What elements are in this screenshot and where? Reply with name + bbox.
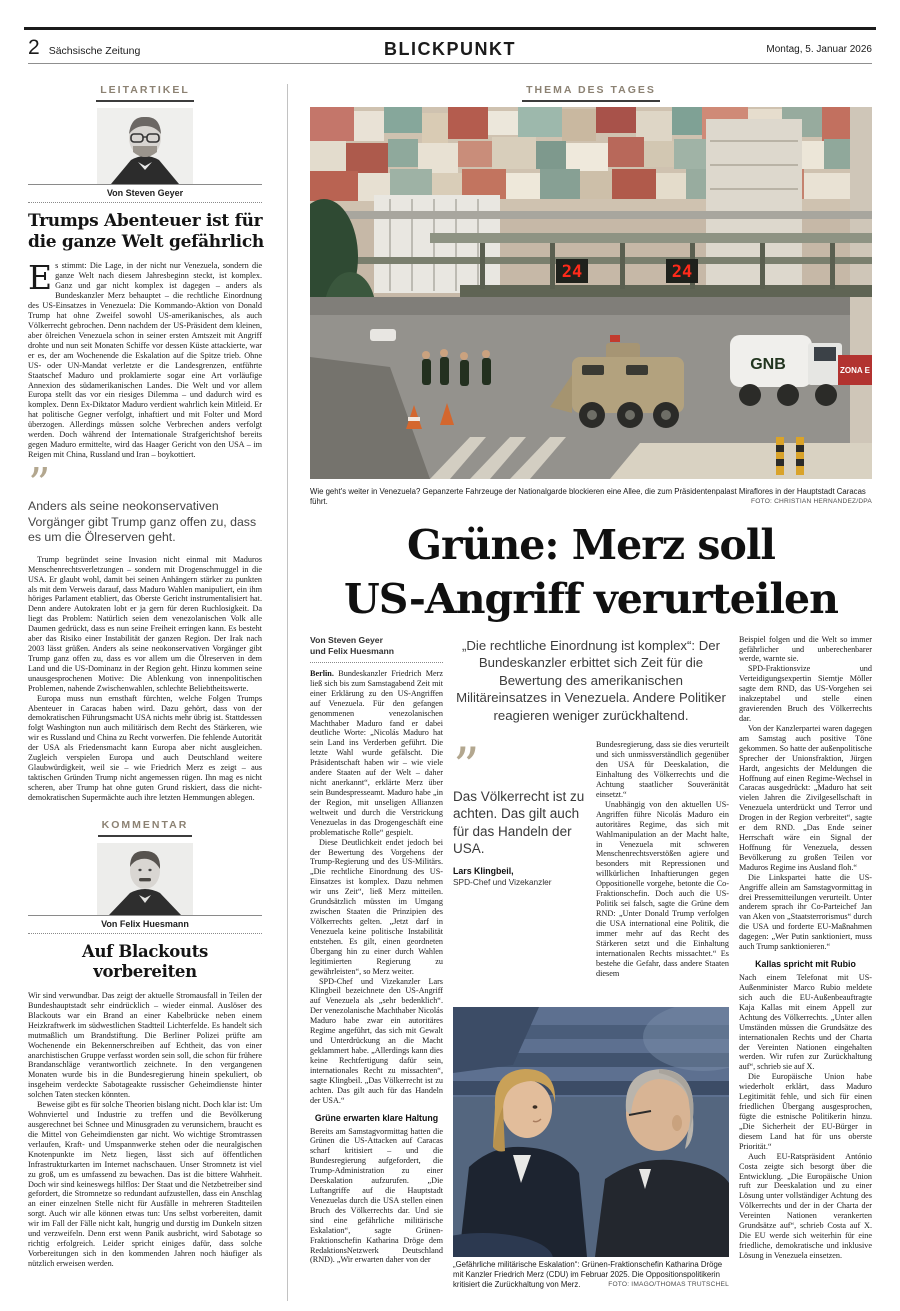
date: Montag, 5. Januar 2026 <box>766 44 872 55</box>
body-paragraph: Berlin. Bundeskanzler Friedrich Merz ließ sich bis zum Samstagabend Zeit mit einer Erklärung zu den US-Angriffen auf Venezuela. Für den gefangen genommenen venezolanischen Machthaber Maduro fand er dabei deutliche Worte: „Nicolás Maduro hat sein Land ins Verderben geführt. Die letzte Wahl wurde gefälscht. Die Präsidentschaft haben wir – wie viele andere Staaten auf der Welt – daher nicht anerkannt“, erklärte Merz über sein Bundespresseamt. Maduro habe „in der Region, mit unseligen Allianzen weltweit und durch die Verstrickung Venezuelas in das Drogengeschäft eine problematische Rolle“ gespielt. <box>310 668 443 837</box>
droege-merz-photo <box>453 1007 729 1257</box>
author-portrait-geyer <box>97 108 193 184</box>
body-paragraph: SPD-Chef und Vizekanzler Lars Klingbeil bezeichnete den US-Angriff auf Venezuela als „sehr bedenklich“. Der venezolanische Machthaber Nicolás Maduro habe zwar ein autoritäres Regime angeführt, das sich mit Gewalt und Unterdrückung an die Macht geklammert habe. „Allerdings kann dies keine Rechtfertigung dafür sein, internationales Recht zu missachten“, sagte Klingbeil. „Das Völkerrecht ist zu achten. Das gilt auch für das Handeln der USA.“ <box>310 976 443 1105</box>
body-paragraph: Diese Deutlichkeit endet jedoch bei der Bewertung des Vorgehens der Trump-Regierung und des US-Militärs. „Die rechtliche Einordnung des US-Einsatzes ist komplex. Dazu nehmen wir uns Zeit“, ließ Merz mitteilen. Grundsätzlich müssten im Umgang zwischen Staaten die Prinzipien des Völkerrechts gelten. „Jetzt darf in Venezuela keine politische Instabilität entstehen. Es gilt, einen geordneten Übergang hin zu einer durch Wahlen legitimierten Regierung zu gewährleisten“, so Merz weiter. <box>310 837 443 976</box>
article-column-1 <box>310 635 443 1291</box>
article-column-3 <box>596 740 729 978</box>
body-paragraph: Beispiel folgen und die Welt so immer gefährlicher und unberechenbarer werde, warnte sie. <box>739 634 872 664</box>
leitartikel-headline: Trumps Abenteuer ist für die ganze Welt gefährlich <box>28 211 264 252</box>
thema-label-wrap <box>310 80 872 102</box>
pull-quote <box>28 458 262 546</box>
section-masthead: BLICKPUNKT <box>384 39 516 59</box>
top-black-bar <box>24 27 876 30</box>
zona-sign <box>838 355 872 385</box>
body-paragraph: Bundesregierung, dass sie dies verurteilt und sich unmissverständlich gegenüber den USA für Deeskalation, die Einhaltung des Völkerrechts und die Achtung staatlicher Souveränität einsetzt.“ <box>596 740 729 799</box>
dateline: Berlin. <box>310 668 334 678</box>
body-paragraph: Auch EU-Ratspräsident António Costa zeigte sich besorgt über die Entwicklung. „Die Europäische Union ruft zur Deeskalation und zu einer Lösung unter vollständiger Achtung des Völkerrechts und der in der Charta der Vereinten Nationen verankerten Grundsätze auf“, schrieb Costa auf X. Die EU werde sich weiterhin für eine friedliche, demokratische und inklusive Lösung in Venezuela einsetzen. <box>739 1151 872 1260</box>
photo2-credit: FOTO: IMAGO/THOMAS TRUTSCHEL <box>608 1281 729 1289</box>
article-column-4 <box>739 635 872 1291</box>
photo2-caption: „Gefährliche militärische Eskalation“: Grünen-Fraktionschefin Katharina Dröge mit Kanzler Friedrich Merz (CDU) im Februar 2025. Die Oppositionspolitikerin kritisiert die Zurückhaltung von Merz. FOTO: IMAGO/THOMAS TRUTSCHEL <box>453 1259 729 1290</box>
leitartikel-byline: Von Steven Geyer <box>106 188 184 198</box>
gnb-truck <box>730 335 842 406</box>
truck-label: GNB <box>750 356 786 373</box>
subhead-kallas: Kallas spricht mit Rubio <box>755 959 856 970</box>
led-sign-right: 24 <box>671 262 693 282</box>
newspaper-name: Sächsische Zeitung <box>48 45 141 57</box>
subhead-gruene: Grüne erwarten klare Haltung <box>314 1112 439 1123</box>
header-rule <box>28 63 872 64</box>
kommentar-byline: Von Felix Huesmann <box>101 918 189 929</box>
body-paragraph: Wir sind verwundbar. Das zeigt der aktuelle Stromausfall in Teilen der Bundeshauptstadt sehr eindrücklich – wieder einmal. Auslöser des Blackouts war ein Brand an einer Kabelbrücke neben einem Heizkraftwerk im südwestlichen Stadtteil Lichterfelde. Es handelt sich mutmaßlich um Brandstiftung. Die Berliner Polizei prüfte am Wochenende ein Bekennerschreiben auf Echtheit, das von einer anarchistischen Gruppe verfasst worden sein soll, die schon für frühere Brandanschläge verantwortlich zeichnete. In den vergangenen Monaten wurde bis in die Bundesregierung hinein spekuliert, ob insgeheim verdeckte Sabotageakte russischer Geheimdienste hinter solchen Taten stecken könnten. <box>28 991 262 1100</box>
kommentar-label-wrap <box>28 815 262 837</box>
body-paragraph: Die Europäische Union habe wiederholt erklärt, dass Maduro Legitimität fehle, und sich für einen friedlichen Übergang ausgesprochen, fügte die estnische Politikerin hinzu. „Die Sicherheit der EU-Bürger in diesem Land hat für uns oberste Priorität.“ <box>739 1072 872 1151</box>
drop-cap: E <box>28 258 53 298</box>
body-paragraph: SPD-Fraktionsvize und Verteidigungsexpertin Siemtje Möller sagte dem RND, das US-Vorgehen sei inakzeptabel und stelle einen gravierenden Bruch des Völkerrechts dar. <box>739 664 872 723</box>
quote-text: Das Völkerrecht ist zu achten. Das gilt auch für das Handeln der USA. <box>453 789 585 856</box>
bundestag-photo-block <box>453 1007 729 1291</box>
quote-attribution-name: Lars Klingbeil, <box>453 865 514 876</box>
zona-text: ZONA E <box>840 366 870 375</box>
thema-label: THEMA DES TAGES <box>522 84 660 102</box>
main-headline: Grüne: Merz soll US-Angriff verurteilen <box>344 520 838 624</box>
body-paragraph: Von der Kanzlerpartei waren dagegen am Samstag auch positive Töne gekommen. So hatte der außenpolitische Sprecher der Unionsfraktion, Jürgen Hardt, angesichts der Meldungen die Hoffnung auf einen Regime-Wechsel in Caracas ausgedrückt: „Maduro hat seit vielen Jahren die Zivilgesellschaft in Venezuela unterdrückt und Terror und Drogen in der Region verbreitet“, sagte er dem RND. „Das Ende seiner Herrschaft wäre ein Signal der Hoffnung für Venezuela, dessen Bevölkerung zu großen Teilen vor Maduros Regime ins Ausland floh.“ <box>739 723 873 872</box>
article-body <box>310 635 872 1291</box>
led-sign-left: 24 <box>561 262 583 282</box>
byline-dotted-rule <box>310 662 443 663</box>
kommentar-headline: Auf Blackouts vorbereiten <box>81 941 209 981</box>
article-deck: „Die rechtliche Einordnung ist komplex“: Der Bundeskanzler erbittet sich Zeit für die Bewertung des amerikanischen Militäreinsatzes in Venezuela. Andere Politiker reagieren weniger zurückhaltend. <box>456 637 726 723</box>
caracas-street-photo <box>310 107 872 479</box>
body-paragraph: Beweise gibt es für solche Theorien bislang nicht. Doch klar ist: Um Wohnviertel und Industrie zu treffen und die Bevölkerung ausgerechnet bei Schnee und Minusgraden zu verunsichern, braucht es die Mittel von Geheimdiensten gar nicht. Wo wichtige Stromtrassen verlaufen, Kraft- und Umspannwerke stehen oder die neuralgischen Knotenpunkte im Netz liegen, lässt sich auf öffentlichen Infrastrukturkarten im Internet nachschauen. Unser Stromnetz ist viel zu groß, um es umfassend zu bewachen. Das ist die bittere Wahrheit. Doch wir sind keineswegs hilflos: Der Staat und die Netzbetreiber sind gefordert, die Stromnetze so redundant aufzustellen, dass ein Anschlag an einer einzelnen Stelle nicht für Ausfälle in mehreren Stadtteilen sorgt. Auch wir alle können etwas tun: Uns selbst vorbereiten, damit wir im Fall der Fälle nicht kalt, hungrig und durstig im Dunkeln sitzen und verzweifeln. Denn erst wenn Panik ausbricht, wird Sabotage so richtig erfolgreich. Leider spricht einiges dafür, dass solche Vorbereitungen sich in den kommenden Jahren noch häufiger als nützlich erweisen werden. <box>28 1100 262 1268</box>
photo1-credit: FOTO: CHRISTIAN HERNANDEZ/DPA <box>751 498 872 506</box>
page-header <box>28 36 872 62</box>
opinion-column <box>28 80 262 1269</box>
kommentar-label: KOMMENTAR <box>98 819 193 837</box>
klingbeil-quote-block <box>453 740 586 978</box>
quote-attribution-role: SPD-Chef und Vizekanzler <box>453 876 552 887</box>
byline-dotted-rule <box>28 933 262 934</box>
author-portrait-huesmann <box>97 843 193 915</box>
body-paragraph: Bereits am Samstagvormittag hatten die Grünen die US-Attacken auf Caracas scharf kritisiert – und die Bundesregierung aufgefordert, die Trump-Administration zu einer Deeskalation aufzurufen. „Die Luftangriffe auf die Hauptstadt Venezuelas durch die USA stellen einen Bruch des Völkerrechts dar. Und sie sind eine gefährliche militärische Eskalation“, sagte Grünen-Fraktionschefin Katharina Dröge dem RedaktionsNetzwerk Deutschland (RND). „Wir erwarten daher von der <box>310 1126 443 1265</box>
thema-des-tages <box>310 80 872 1291</box>
page-number: 2 <box>28 36 40 59</box>
body-paragraph: Es stimmt: Die Lage, in der nicht nur Venezuela, sondern die ganze Welt nach diesem Jahresbeginn steckt, ist komplex. Ganz und gar nicht komplex ist dagegen – anders als Bundeskanzler Merz behauptet – die rechtliche Einordnung des US-Einsatzes in Venezuela: Die Kommando-Aktion von Donald Trump hat ohne Zweifel sowohl US-amerikanisches, als auch Völkerrecht gebrochen. Denn nachdem der US-Präsident dem kleinen, aber ölreichen Venezuela schon in seiner ersten Amtszeit mit Angriff drohte und nun seit Monaten Schiffe vor dessen Küste attackierte, war er es, der am Wochenende die Eskalation auf die Spitze trieb. Ohne US- oder UN-Mandat verletzte er die Landesgrenzen, entführte Staatschef Maduro und proklamierte sogar eine Art vorläufige Annexion des südamerikanischen Landes. Die Welt und vor allem Europa stellt das vor ein riesiges Dilemma – und dadurch wird es komplex. Denn Ex-Diktator Maduro verdient wahrlich kein Mitleid. Er hat politische Gegner verfolgt, inhaftiert und mit Folter und Mord überzogen. Allerdings müssen solche Verbrechen anders verfolgt werden. Doch während der Internationale Strafgerichtshof bereits gegen Maduro ermittelte, wird das Haager Gericht von den USA – im Reigen mit China, Russland und Iran – boykottiert. <box>28 258 262 459</box>
leitartikel-label-wrap <box>28 80 262 102</box>
body-paragraph: Trump begründet seine Invasion nicht einmal mit Maduros Menschenrechtsverletzungen – sondern mit Drogenschmuggel in die USA. Er glaubt wohl, damit bei seinen Anhängern stärker zu punkten als mit dem Verweis darauf, dass Maduro Wahlen manipuliert, ein ihm höriges Parlament etabliert, das Oberste Gericht instrumentalisiert hat. Denn andere Autokraten lobt er ja gern für deren Ruchlosigkeit. Da liegt das Problem: Natürlich seien dem venezolanischen Volk alle Daumen gedrückt, dass es nun seine Freiheit erringen kann. Es besteht aber das Risiko einer Instabilität der ganzen Region. Der Irak nach 2003 lässt grüßen. Anders als seine neokonservativen Vorgänger gibt Trump ganz offen zu, dass es vor allem um die Ölreserven in dem Land und die US-Dominanz in der Region geht. Hinzu kommen seine unausgesprochenen Motive: Die Ablenkung von innenpolitischen Problemen, nahende Zwischenwahlen, schlechte Beliebtheitswerte. <box>28 554 262 693</box>
column-divider <box>287 84 288 1301</box>
byline-dotted-rule <box>28 202 262 203</box>
body-paragraph: Unabhängig von den aktuellen US-Angriffen führe Nicolás Maduro ein autoritäres Regime, das sich mit Wahlmanipulation an der Macht halte, in Venezuela mit schweren Menschenrechtsverstößen agiere und besonders mit Repressionen und willkürlichen Inhaftierungen gegen Oppositionelle vorgehe, betonte die Co-Fraktionschefin. Doch auch die US-Politik sei falsch, sagte die Grüne dem RND: „Unter Donald Trump verfolgen die USA international eine Politik, die immer mehr auf das Recht des Stärkeren setzt und die Einhaltung internationalen Rechts missachtet.“ Es bestehe die Gefahr, dass andere Staaten diesem <box>596 799 729 978</box>
leitartikel-label: LEITARTIKEL <box>96 84 193 102</box>
quote-mark-icon: ” <box>28 458 51 510</box>
body-paragraph: Europa muss nun ernsthaft fürchten, welche Folgen Trumps Abenteuer in Caracas haben wird. Dazu gehört, dass von der demokratischen Führungsmacht USA nichts mehr übrig ist. Stattdessen folgt Washington nun auch militärisch dem Recht des Stärkeren, wie wir es Russland und China zu Recht vorwerfen. Die fehlende Autorität der USA als Friedensmacht kann Europa aber nicht ausgleichen. Zugleich verspielen Europa und auch Deutschland weitere Glaubwürdigkeit, weil sie – wie Friedrich Merz es zeigt – aus taktischen Gründen Trump nicht angemessen rügen. Ihn mag es nicht scheren, aber Trump hat ohne guten Grund riskiert, dass die nicht-demokratischen Supermächte auch ihre letzten Hemmungen ablegen. <box>28 693 262 802</box>
quote-mark-icon: ” <box>453 738 480 799</box>
article-byline: Von Steven Geyer und Felix Huesmann <box>310 634 395 656</box>
body-paragraph: Die Linkspartei hatte die US-Angriffe allein am Samstagvormittag in drei Pressemitteilungen verurteilt. Unter anderem sprach ihr Co-Parteichef Jan van Aken von „Staatsterrorismus“ durch die USA und forderte EU-Maßnahmen dagegen: „Wer Putin sanktioniert, muss auch Trump sanktionieren.“ <box>739 872 872 952</box>
pull-quote-text: Anders als seine neokonservativen Vorgänger gibt Trump ganz offen zu, dass es um die Ölreserven geht. <box>28 498 257 545</box>
photo1-caption: Wie geht's weiter in Venezuela? Gepanzerte Fahrzeuge der Nationalgarde blockieren eine Allee, die zum Präsidentenpalast Miraflores in der Hauptstadt Caracas führt. FOTO: CHRISTIAN HERNANDEZ/DPA <box>310 487 872 507</box>
body-paragraph: Nach einem Telefonat mit US-Außenminister Marco Rubio meldete sich auch die EU-Außenbeauftragte Kaja Kallas mit einem Appell zur Achtung des Völkerrechts. „Unter allen Umständen müssen die Grundsätze des internationalen Rechts und der Charta der Vereinten Nationen eingehalten werden. Wir rufen zur Zurückhaltung auf“, schrieb sie auf X. <box>739 973 872 1072</box>
